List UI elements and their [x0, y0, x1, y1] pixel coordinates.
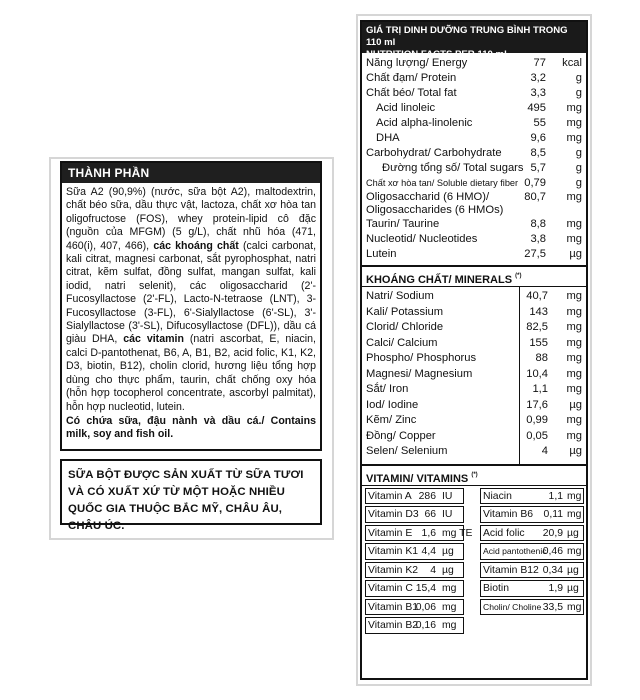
mineral-name: Đồng/ Copper — [366, 429, 436, 442]
vitamins-right-column — [480, 488, 584, 618]
nutrient-name: Chất đạm/ Protein — [366, 72, 457, 84]
mineral-unit: mg — [566, 352, 582, 364]
mineral-value: 82,5 — [526, 321, 548, 333]
vitamin-value: 0,46 — [542, 546, 563, 557]
nutrient-value: 8,8 — [530, 218, 546, 230]
mineral-unit: µg — [569, 445, 582, 457]
ingredients-text — [62, 183, 320, 442]
ingredients-minerals-label: các khoáng chất — [153, 239, 239, 252]
nutrient-value: 55 — [533, 117, 546, 129]
nutrient-unit: mg — [566, 132, 582, 144]
mineral-value: 0,05 — [526, 429, 548, 442]
mineral-name: Phospho/ Phosphorus — [366, 352, 477, 364]
vitamin-unit: µg — [442, 564, 454, 576]
vitamin-unit: mg — [567, 601, 582, 613]
nutrient-unit: g — [575, 87, 582, 99]
vitamin-value: 15,4 — [415, 583, 436, 594]
nutrient-value: 80,7 — [524, 191, 546, 203]
vitamin-name: Vitamin B1 — [368, 601, 419, 613]
mineral-row — [362, 289, 586, 305]
ingredients-vitamins-label: các vitamin — [123, 333, 184, 346]
nutrient-name: DHA — [376, 132, 400, 144]
vitamin-name: Vitamin B2 — [368, 620, 419, 631]
nutrient-value: 5,7 — [530, 162, 546, 174]
ingredients-text-part2: (calci carbonat, kali citrat, magnesi carbonat, sắt pyrophosphat, natri citrat, kẽm sulfat, đồng sulfat, mangan sulfat, kali iodid, natri selenit), các oligosaccharid (2'-Fucosyllactose (2'-FL), Lacto-N-tetraose (LNT), 3-Fucosyllactose (3-FL), 6'-Sialyllactose (6'-SL), 3'-Sialyllactose (3'-SL), Difucosyllactose (DFL)), dầu cá giàu DHA, — [66, 239, 317, 346]
vitamin-name: Biotin — [483, 583, 509, 594]
nutrition-header — [362, 22, 586, 60]
mineral-row — [362, 320, 586, 336]
nutrition-header-en: NUTRITION FACTS PER 110 ml — [366, 49, 507, 60]
nutrient-row — [362, 56, 586, 71]
nutrition-panel — [356, 14, 592, 686]
mineral-value: 17,6 — [526, 398, 548, 411]
mineral-unit: mg — [566, 290, 582, 302]
vitamin-row — [365, 599, 464, 616]
vitamin-value: 33,5 — [542, 601, 563, 613]
vitamin-value: 0,06 — [415, 601, 436, 613]
nutrient-name: Nucleotid/ Nucleotides — [366, 233, 478, 245]
mineral-name: Natri/ Sodium — [366, 290, 434, 302]
vitamin-value: 0,16 — [415, 620, 436, 631]
vitamin-unit: µg — [567, 527, 579, 539]
vitamin-unit: mg — [567, 509, 582, 520]
mineral-row — [362, 367, 586, 383]
nutrient-unit: mg — [566, 233, 582, 245]
vitamin-row — [480, 488, 584, 505]
vitamins-grid — [362, 486, 586, 646]
mineral-row — [362, 398, 586, 414]
vitamin-row — [480, 543, 584, 560]
mineral-row — [362, 351, 586, 367]
nutrient-name: Chất béo/ Total fat — [366, 87, 457, 99]
vitamin-row — [365, 543, 464, 560]
vitamin-unit: mg TE — [442, 527, 473, 539]
mineral-value: 1,1 — [532, 383, 548, 395]
vitamin-value: 0,34 — [542, 564, 563, 576]
nutrient-unit: mg — [566, 191, 582, 203]
vitamin-name: Vitamin E — [368, 527, 413, 539]
nutrient-value: 0,79 — [524, 177, 546, 189]
vitamin-row — [480, 525, 584, 542]
nutrient-name: Lutein — [366, 248, 397, 260]
nutrient-name: Taurin/ Taurine — [366, 218, 440, 230]
mineral-name: Magnesi/ Magnesium — [366, 367, 473, 380]
mineral-unit: µg — [569, 398, 582, 411]
mineral-name: Kẽm/ Zinc — [366, 414, 417, 426]
vitamin-name: Vitamin D3 — [368, 509, 419, 520]
mineral-unit: mg — [566, 367, 582, 380]
nutrient-row — [362, 116, 586, 131]
nutrient-unit: mg — [566, 218, 582, 230]
nutrient-value: 8,5 — [530, 147, 546, 159]
nutrient-unit: kcal — [562, 57, 582, 69]
vitamin-unit: µg — [567, 583, 579, 594]
mineral-name: Selen/ Selenium — [366, 445, 448, 457]
mineral-unit: mg — [566, 429, 582, 442]
mineral-value: 88 — [535, 352, 548, 364]
vitamin-name: Acid folic — [483, 527, 525, 539]
nutrient-unit: g — [575, 177, 582, 189]
vitamin-value: 4,4 — [421, 546, 436, 557]
vitamin-row — [365, 562, 464, 579]
mineral-row — [362, 444, 586, 460]
mineral-unit: mg — [566, 383, 582, 395]
vitamin-unit: mg — [567, 490, 582, 502]
nutrient-row — [362, 146, 586, 161]
nutrient-value: 77 — [533, 57, 546, 69]
mineral-unit: mg — [566, 336, 582, 349]
nutrient-row — [362, 232, 586, 247]
mineral-name: Sắt/ Iron — [366, 383, 409, 395]
vitamin-name: Cholin/ Choline — [483, 601, 542, 612]
nutrient-name: Acid linoleic — [376, 102, 436, 114]
vitamin-row — [365, 617, 464, 634]
mineral-name: Clorid/ Chloride — [366, 321, 444, 333]
mineral-name: Iod/ Iodine — [366, 398, 419, 411]
vitamin-name: Niacin — [483, 490, 512, 502]
vitamin-name: Acid pantothenic — [483, 546, 547, 556]
nutrient-row — [362, 131, 586, 146]
mineral-value: 40,7 — [526, 290, 548, 302]
nutrient-value: 27,5 — [524, 248, 546, 260]
nutrient-name: Oligosaccharid (6 HMO)/ — [366, 191, 490, 203]
vitamin-unit: IU — [442, 509, 453, 520]
nutrient-unit: g — [575, 72, 582, 84]
ingredients-text-part1: Sữa A2 (90,9%) (nước, sữa bột A2), maltodextrin, chất béo sữa, dầu thực vật, lactoza, chất xơ hòa tan oligofructose (FOS), whey protein-lipid cô đặc (nguồn của MFGM) (5 g/L), chất nhũ hóa (471, 460(i), 407, 466), — [66, 186, 316, 252]
vitamin-value: 20,9 — [542, 527, 563, 539]
minerals-header — [362, 265, 586, 287]
vitamin-value: 286 — [418, 490, 436, 502]
vitamin-unit: mg — [442, 620, 457, 631]
vitamin-row — [365, 488, 464, 505]
vitamin-row — [480, 506, 584, 523]
vitamin-row — [480, 580, 584, 597]
vitamin-name: Vitamin A — [368, 490, 412, 502]
nutrient-name: Chất xơ hòa tan/ Soluble dietary fiber — [366, 178, 519, 188]
vitamin-name: Vitamin K2 — [368, 564, 419, 576]
vitamin-name: Vitamin C — [368, 583, 413, 594]
vitamins-left-column — [365, 488, 473, 636]
mineral-value: 0,99 — [526, 414, 548, 426]
nutrient-row — [362, 191, 586, 217]
nutrient-value: 3,3 — [530, 87, 546, 99]
mineral-unit: mg — [566, 414, 582, 426]
mineral-value: 4 — [541, 445, 548, 457]
ingredients-box — [60, 161, 322, 451]
nutrient-row — [362, 247, 586, 262]
nutrient-value: 3,8 — [530, 233, 546, 245]
vitamin-value: 1,9 — [548, 583, 563, 594]
vitamin-row — [480, 562, 584, 579]
nutrient-name-line2: Oligosaccharides (6 HMOs) — [366, 204, 504, 216]
mineral-value: 10,4 — [526, 367, 548, 380]
vitamin-row — [480, 599, 584, 616]
mineral-value: 155 — [529, 336, 548, 349]
mineral-value: 143 — [529, 305, 548, 318]
vitamins-header — [362, 464, 586, 486]
vitamin-value: 1,6 — [421, 527, 436, 539]
mineral-row — [362, 413, 586, 429]
nutrient-unit: µg — [569, 248, 582, 260]
mineral-row — [362, 429, 586, 445]
vitamin-unit: mg — [442, 601, 457, 613]
vitamin-name: Vitamin B12 — [483, 564, 539, 576]
minerals-header-text: KHOÁNG CHẤT/ MINERALS — [366, 274, 513, 286]
nutrient-name: Đường tổng số/ Total sugars — [382, 162, 524, 174]
nutrient-name: Acid alpha-linolenic — [376, 117, 473, 129]
nutrient-value: 9,6 — [530, 132, 546, 144]
nutrient-name: Carbohydrat/ Carbohydrate — [366, 147, 502, 159]
mineral-unit: mg — [566, 305, 582, 318]
nutrition-header-vi: GIÁ TRỊ DINH DƯỠNG TRUNG BÌNH TRONG 110 ml — [366, 25, 568, 48]
mineral-name: Calci/ Calcium — [366, 336, 438, 349]
nutrition-rows — [362, 53, 586, 265]
nutrient-row — [362, 71, 586, 86]
vitamin-value: 4 — [430, 564, 436, 576]
nutrient-row — [362, 176, 586, 191]
mineral-name: Kali/ Potassium — [366, 305, 444, 318]
vitamin-unit: IU — [442, 490, 453, 502]
minerals-rows — [362, 287, 586, 464]
vitamin-unit: mg — [567, 546, 582, 557]
nutrient-unit: mg — [566, 117, 582, 129]
nutrition-table — [360, 20, 588, 680]
vitamin-row — [365, 580, 464, 597]
vitamin-value: 0,11 — [543, 509, 563, 520]
nutrient-row — [362, 217, 586, 232]
allergen-statement: Có chứa sữa, đậu nành và dầu cá./ Contains milk, soy and fish oil. — [66, 414, 316, 441]
mineral-row — [362, 305, 586, 321]
ingredients-header: THÀNH PHẦN — [62, 163, 320, 183]
vitamin-value: 1,1 — [548, 490, 563, 502]
origin-statement: SỮA BỘT ĐƯỢC SẢN XUẤT TỪ SỮA TƯƠI VÀ CÓ XUẤT XỨ TỪ MỘT HOẶC NHIỀU QUỐC GIA THUỘC BẮC MỸ, CHÂU ÂU, CHÂU ÚC. — [60, 459, 322, 525]
ingredients-text-part3: (natri ascorbat, E, niacin, calci D-pantothenat, B6, A, B1, B2, acid folic, K1, K2, D3, biotin, B12), cholin clorid, hương liệu tổng hợp dùng cho thực phẩm, taurin, chất chống oxy hóa (hỗn hợp tocopherol concentrate, ascorbyl palmitat), hỗn hợp nucleotid, lutein. — [66, 333, 316, 413]
vitamin-unit: µg — [442, 546, 454, 557]
nutrient-unit: g — [575, 147, 582, 159]
minerals-header-mark: (*) — [515, 273, 522, 279]
vitamin-unit: µg — [567, 564, 579, 576]
nutrient-name: Năng lượng/ Energy — [366, 57, 468, 69]
nutrient-unit: g — [575, 162, 582, 174]
mineral-row — [362, 382, 586, 398]
vitamin-unit: mg — [442, 583, 457, 594]
vitamin-row — [365, 506, 464, 523]
vitamin-value: 66 — [424, 509, 436, 520]
mineral-unit: mg — [566, 321, 582, 333]
ingredients-panel — [49, 157, 334, 540]
nutrient-row — [362, 161, 586, 176]
vitamin-row — [365, 525, 473, 542]
vitamin-name: Vitamin K1 — [368, 546, 419, 557]
mineral-row — [362, 336, 586, 352]
nutrient-value: 3,2 — [530, 72, 546, 84]
nutrient-row — [362, 101, 586, 116]
vitamin-name: Vitamin B6 — [483, 509, 534, 520]
nutrient-unit: mg — [566, 102, 582, 114]
nutrient-row — [362, 86, 586, 101]
nutrient-value: 495 — [527, 102, 546, 114]
vitamins-header-mark: (*) — [471, 471, 478, 478]
vitamins-header-text: VITAMIN/ VITAMINS — [366, 472, 469, 485]
